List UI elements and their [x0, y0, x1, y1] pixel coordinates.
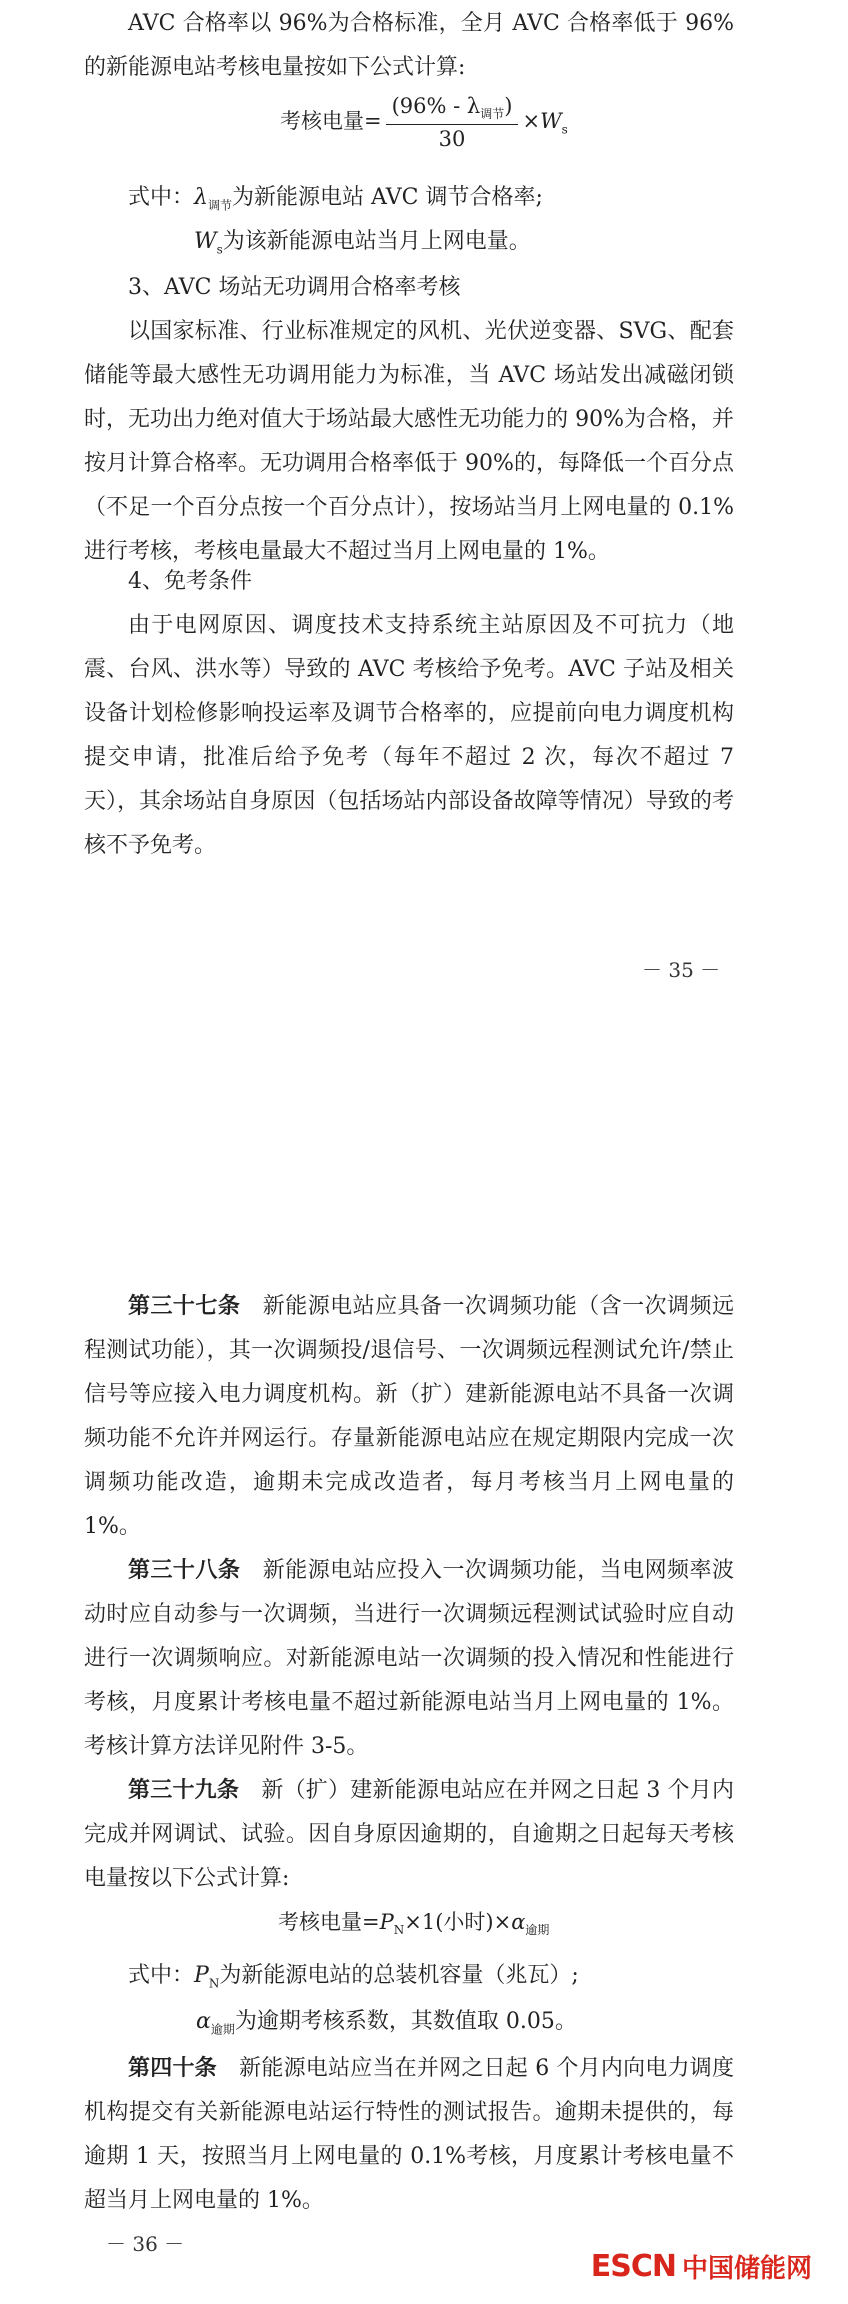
formula2-p: P: [379, 1910, 394, 1934]
heading-avc-reactive: 3、AVC 场站无功调用合格率考核: [128, 275, 461, 300]
where-lambda-text: 为新能源电站 AVC 调节合格率;: [231, 185, 543, 210]
formula2-p-sub: N: [393, 1923, 405, 1938]
article-38-text: 新能源电站应投入一次调频功能，当电网频率波动时应自动参与一次调频，当进行一次调频远程测试试验时应自动进行一次调频响应。对新能源电站一次调频的投入情况和性能进行考核，月度累计考核电量不超过新能源电站当月上网电量的 1%。考核计算方法详见附件 3-5。: [84, 1558, 734, 1759]
formula-times: ×: [522, 109, 541, 134]
heading-exemption: 4、免考条件: [128, 569, 252, 594]
where-pn-text: 为新能源电站的总装机容量（兆瓦）;: [219, 1963, 579, 1988]
formula2-alpha-sub: 逾期: [525, 1923, 550, 1938]
where-prefix: 式中：: [128, 185, 195, 210]
w-sub: s: [216, 242, 223, 257]
pn-symbol: P: [194, 1963, 209, 1988]
pn-sub: N: [208, 1976, 220, 1991]
formula2-mid: ×1(小时)×: [404, 1910, 512, 1934]
lambda-symbol: λ: [194, 185, 208, 210]
formula2-lhs: 考核电量=: [278, 1910, 380, 1934]
logo-text-en: ESCN: [590, 2248, 676, 2284]
formula-numerator: $(96\% - \lambda_{调节})$: [386, 94, 519, 125]
lambda-sub: 调节: [207, 198, 232, 213]
article-38: [84, 1548, 734, 1769]
where3-prefix: 式中：: [128, 1963, 195, 1988]
page-36: [0, 1280, 848, 2304]
where-w-line: [194, 220, 734, 271]
alpha-symbol: α: [196, 2009, 211, 2034]
article-40-title: 第四十条: [128, 2055, 217, 2081]
article-39-text: 新（扩）建新能源电站应在并网之日起 3 个月内完成并网调试、试验。因自身原因逾期的，自逾期之日起每天考核电量按以下公式计算:: [84, 1778, 734, 1891]
formula-fraction: [386, 94, 519, 151]
avc-reactive-paragraph: 以国家标准、行业标准规定的风机、光伏逆变器、SVG、配套储能等最大感性无功调用能力为标准，当 AVC 场站发出减磁闭锁时，无功出力绝对值大于场站最大感性无功能力的 90%为合格，并按月计算合格率。无功调用合格率低于 90%的，每降低一个百分点（不足一个百分点按一个百分点计），按场站当月上网电量的 0.1%进行考核，考核电量最大不超过当月上网电量的 1%。: [84, 319, 734, 564]
page-35: [0, 0, 848, 1080]
exemption-paragraph: 由于电网原因、调度技术支持系统主站原因及不可抗力（地震、台风、洪水等）导致的 AVC 考核给予免考。AVC 子站及相关设备计划检修影响投运率及调节合格率的，应提前向电力调度机构提交申请，批准后给予免考（每年不超过 2 次，每次不超过 7 天），其余场站自身原因（包括场站内部设备故障等情况）导致的考核不予免考。: [84, 613, 734, 858]
alpha-sub: 逾期: [210, 2022, 235, 2037]
formula2-alpha: α: [511, 1910, 526, 1934]
where-w-text: 为该新能源电站当月上网电量。: [222, 229, 531, 254]
escn-logo: [591, 2246, 812, 2286]
article-40-text: 新能源电站应当在并网之日起 6 个月内向电力调度机构提交有关新能源电站运行特性的测试报告。逾期未提供的，每逾期 1 天，按照当月上网电量的 0.1%考核，月度累计考核电量不超当月上网电量的 1%。: [84, 2056, 734, 2213]
formula-denominator: 30: [438, 127, 466, 152]
formula-w: W: [540, 109, 562, 134]
formula-lhs: 考核电量=: [280, 109, 382, 134]
page-number-36: － 36 －: [106, 2232, 185, 2256]
article-40: [84, 2046, 734, 2223]
formula-w-sub: s: [561, 122, 568, 137]
logo-text-cn: 中国储能网: [681, 2253, 812, 2284]
where-pn-line: [128, 1954, 734, 2005]
article-39-title: 第三十九条: [128, 1777, 240, 1803]
article-39: [84, 1768, 734, 1901]
article-37-title: 第三十七条: [128, 1293, 241, 1319]
where-alpha-line: [196, 2000, 734, 2051]
formula-overdue: [278, 1906, 549, 1938]
article-37-text: 新能源电站应具备一次调频功能（含一次调频远程测试功能），其一次调频投/退信号、一次调频远程测试允许/禁止信号等应接入电力调度机构。新（扩）建新能源电站不具备一次调频功能不允许并网运行。存量新能源电站应在规定期限内完成一次调频功能改造，逾期未完成改造者，每月考核当月上网电量的 1%。: [84, 1294, 734, 1539]
article-38-title: 第三十八条: [128, 1557, 241, 1583]
w-symbol: W: [194, 229, 217, 254]
where-alpha-text: 为逾期考核系数，其数值取 0.05。: [234, 2009, 577, 2034]
formula-avc-assessment: [280, 94, 568, 151]
avc-intro-paragraph: AVC 合格率以 96%为合格标准，全月 AVC 合格率低于 96%的新能源电站考核电量按如下公式计算:: [84, 11, 734, 80]
page-number-35: － 35 －: [642, 958, 721, 982]
article-37: [84, 1284, 734, 1549]
